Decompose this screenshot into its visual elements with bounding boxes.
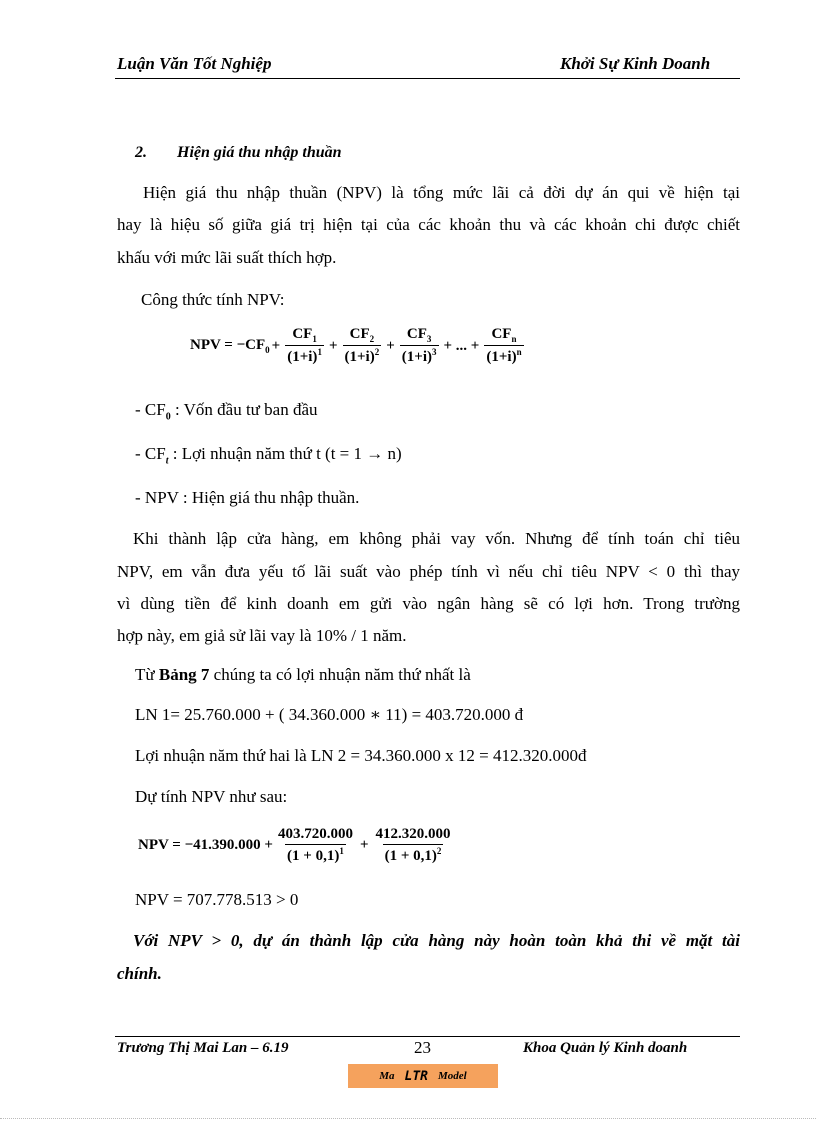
para1-line1: Hiện giá thu nhập thuần (NPV) là tổng mức lãi cả đời dự án qui về hiện tại xyxy=(143,183,740,202)
table-ref-bold: Bảng 7 xyxy=(158,665,210,684)
formula1-term1: $\frac{CF_1}{(1+i)^1}$ xyxy=(287,326,322,365)
page-number: 23 xyxy=(414,1038,431,1057)
formula2-lhs: NPV = −41.390.000 + xyxy=(138,837,273,853)
formula1-term-n: $\frac{CF_n}{(1+i)^n}$ xyxy=(486,326,522,365)
header-left: Luận Văn Tốt Nghiệp xyxy=(117,54,272,73)
section-number: 2. xyxy=(135,144,147,161)
table-reference-line: Từ Bảng 7 chúng ta có lợi nhuận năm thứ nhất là xyxy=(135,665,471,684)
conclusion-line2: chính. xyxy=(117,964,162,983)
formula1-term3: $\frac{CF_3}{(1+i)^3}$ xyxy=(401,326,437,365)
para2-line4: hợp này, em giả sử lãi vay là 10% / 1 năm. xyxy=(117,626,407,645)
para2-line1: Khi thành lập cửa hàng, em không phải vay vốn. Nhưng để tính toán chỉ tiêu xyxy=(133,529,740,548)
ln1-line: LN 1= 25.760.000 + ( 34.360.000 ∗ 11) = 403.720.000 đ xyxy=(135,705,524,724)
footer-right: Khoa Quản lý Kinh doanh xyxy=(523,1040,688,1056)
para2-line2: NPV, em vẫn đưa yếu tố lãi suất vào phép tính vì nếu chỉ tiêu NPV < 0 thì thay xyxy=(117,562,740,581)
npv-general-formula: NPV = $-CF_0$ + $\frac{CF_1}{(1+i)^1}$ + $\frac{CF_2}{(1+i)^2}$ + $\frac{CF_3}{(1+i)^3}$ + ... + $\frac{CF_n}{(1+i)^n}$ xyxy=(190,326,522,365)
ln2-line: Lợi nhuận năm thứ hai là LN 2 = 34.360.000 x 12 = 412.320.000đ xyxy=(135,746,587,765)
formula2-term2: $\frac{412.320.000}{(1 + 0,1)^2}$ xyxy=(375,826,451,864)
para1-line3: khấu với mức lãi suất thích hợp. xyxy=(117,248,337,267)
para1-line2: hay là hiệu số giữa giá trị hiện tại của các khoản thu và các khoản chi được chiết xyxy=(117,215,740,234)
page-bottom-edge xyxy=(0,1118,816,1119)
para2-line3: vì dùng tiền để kinh doanh em gửi vào ngân hàng sẽ có lợi hơn. Trong trường xyxy=(117,594,740,613)
formula-label: Công thức tính NPV: xyxy=(141,290,285,309)
watermark-logo: Ma LTR Model xyxy=(348,1064,498,1088)
formula1-ellipsis: + ... + xyxy=(443,337,480,354)
formula2-term1: $\frac{403.720.000}{(1 + 0,1)^1}$ xyxy=(277,826,353,864)
footer-divider xyxy=(115,1036,740,1037)
npv-result: NPV = 707.778.513 > 0 xyxy=(135,890,299,909)
section-title: Hiện giá thu nhập thuần xyxy=(177,144,342,161)
footer-left: Trương Thị Mai Lan – 6.19 xyxy=(117,1040,289,1056)
header-right: Khởi Sự Kinh Doanh xyxy=(560,54,711,73)
conclusion-line1: Với NPV > 0, dự án thành lập cửa hàng này hoàn toàn khả thi về mặt tài xyxy=(133,931,740,950)
def-cf0: - $CF_0$ : Vốn đầu tư ban đầu xyxy=(135,400,318,423)
formula1-term2: $\frac{CF_2}{(1+i)^2}$ xyxy=(344,326,380,365)
def-npv: - NPV : Hiện giá thu nhập thuần. xyxy=(135,488,360,507)
header-divider xyxy=(115,78,740,79)
npv-label: Dự tính NPV như sau: xyxy=(135,787,288,806)
section-heading xyxy=(135,144,342,162)
def-cft: - $CF_t$ : Lợi nhuận năm thứ t (t = 1 → n) xyxy=(135,444,402,467)
npv-calc-formula: NPV = −41.390.000 + $\frac{403.720.000}{(1 + 0,1)^1}$ + $\frac{412.320.000}{(1 + 0,1)^2}$ xyxy=(138,826,451,864)
formula1-lhs: NPV = $-CF_0$ xyxy=(190,337,270,355)
